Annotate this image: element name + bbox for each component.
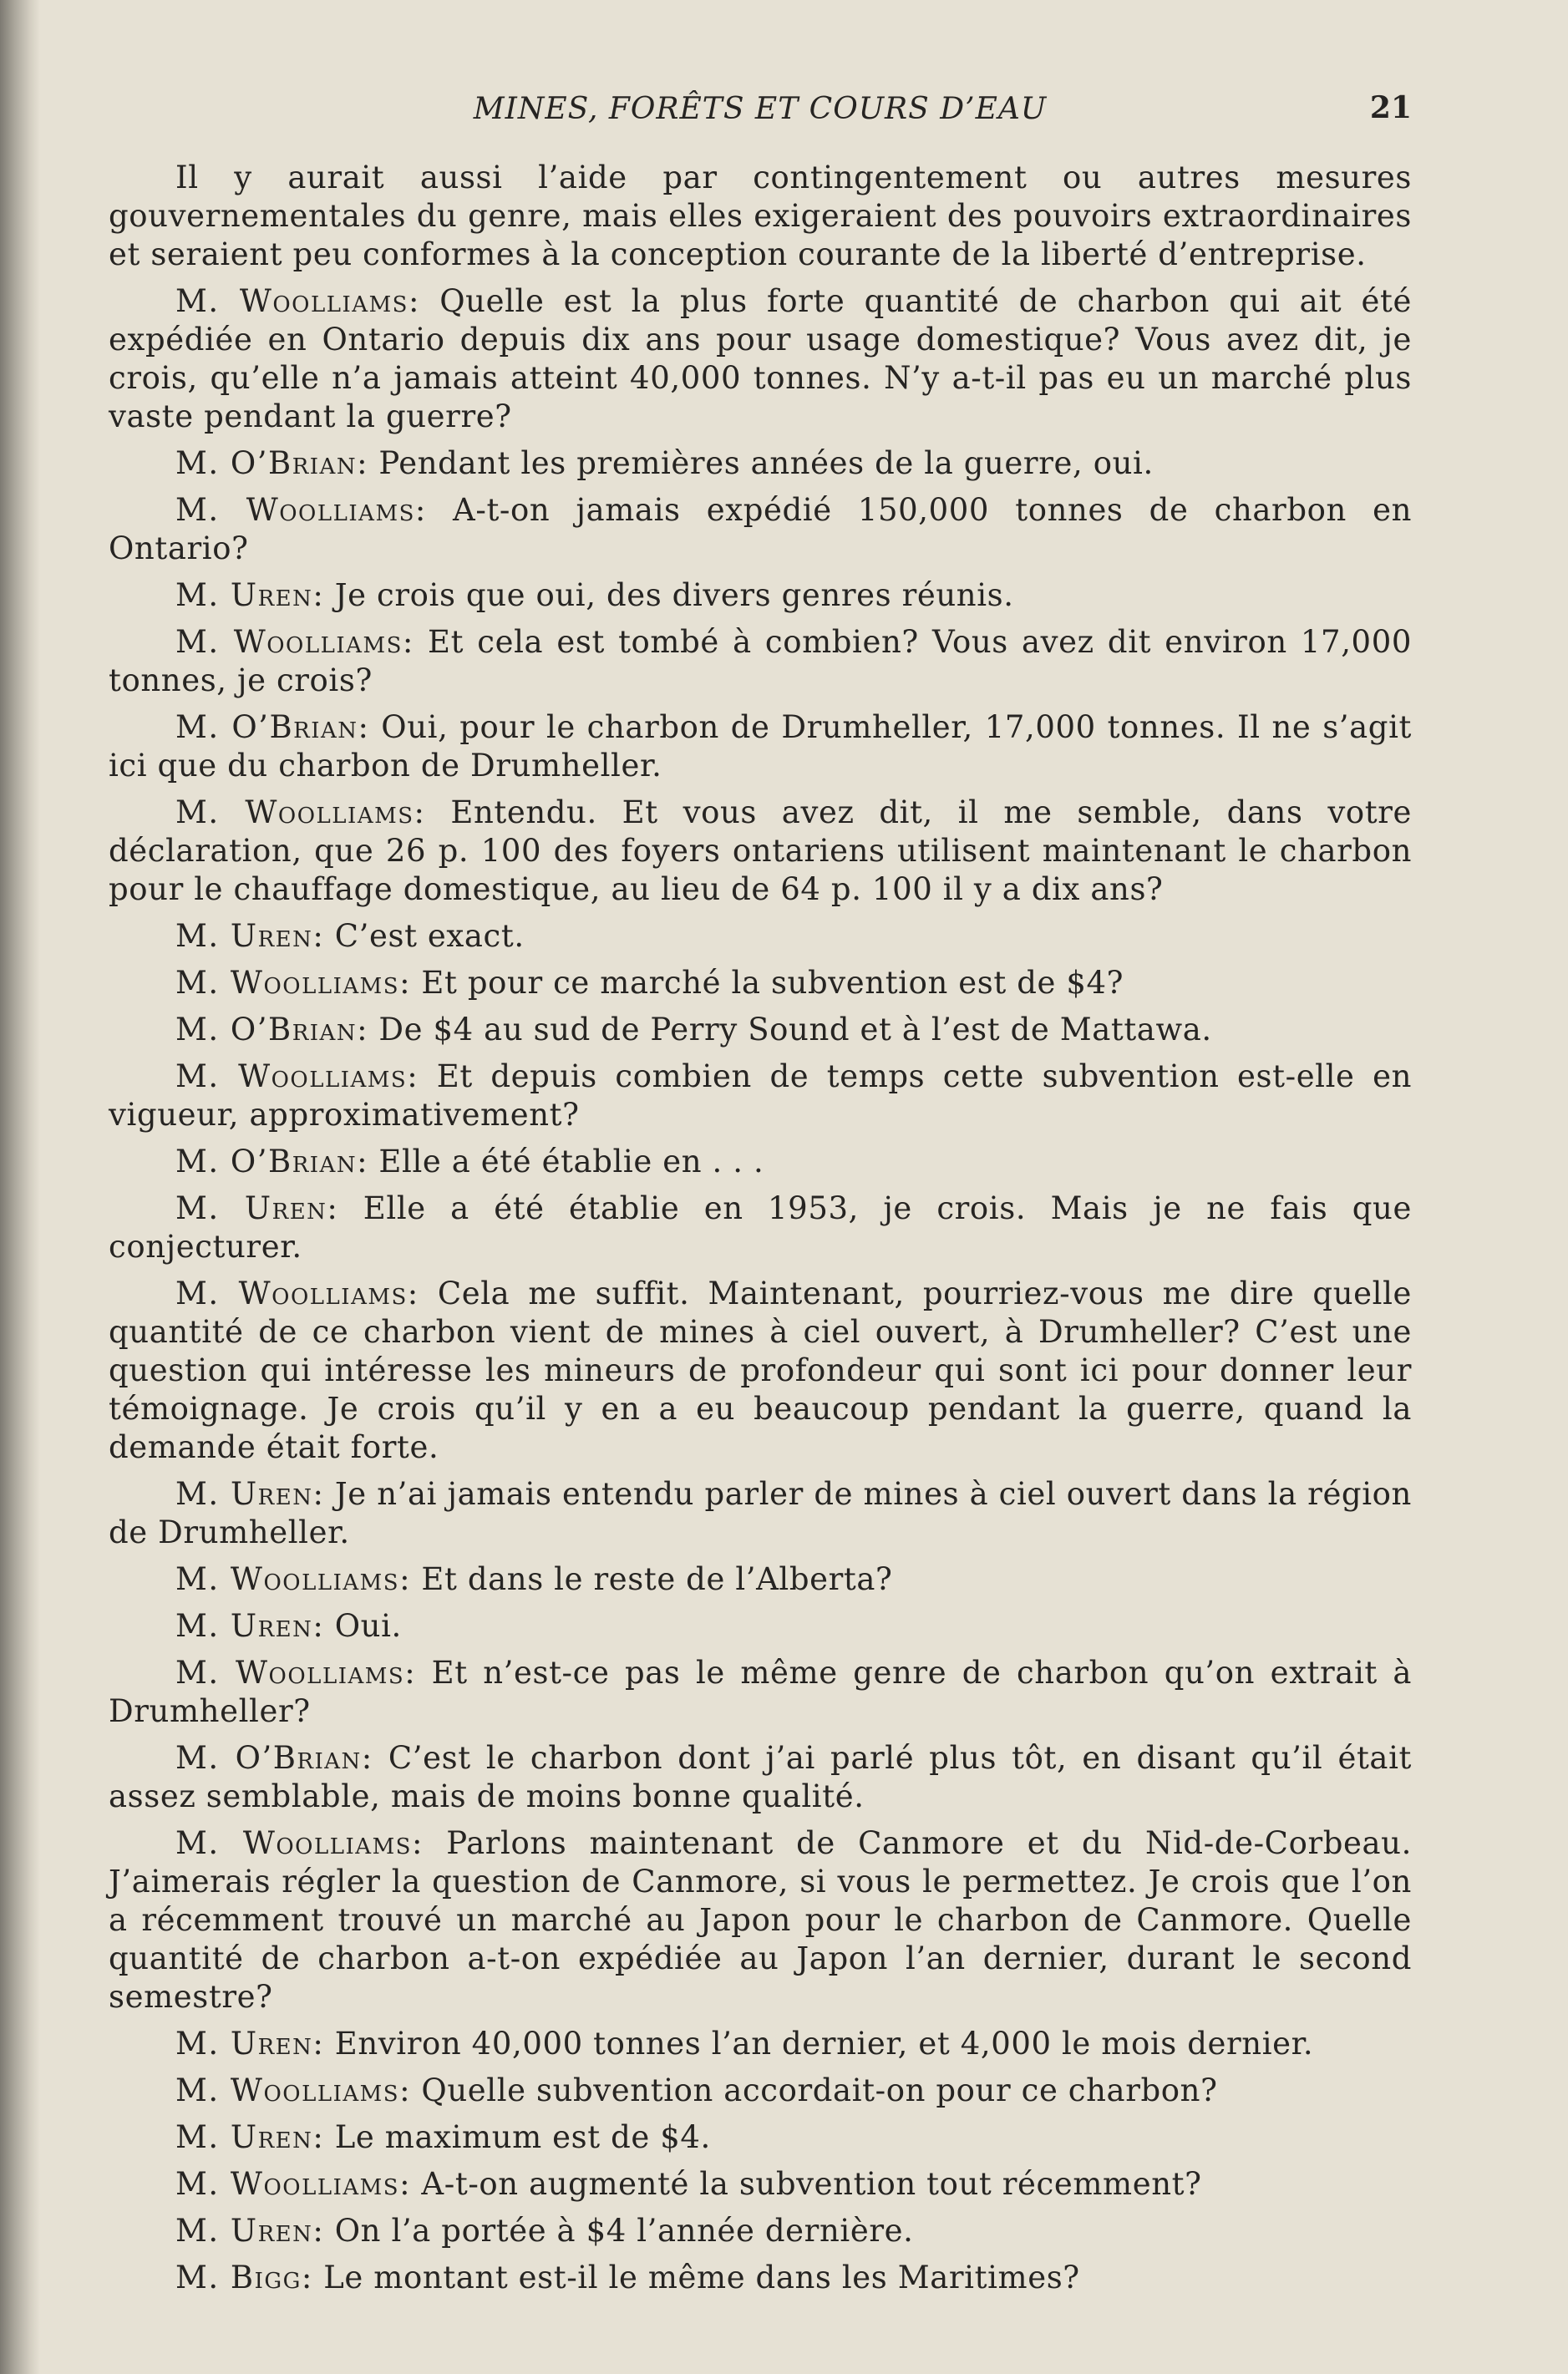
transcript-paragraph (109, 794, 1412, 909)
transcript-paragraph (109, 444, 1412, 483)
speaker-name: M. Woolliams: (175, 1058, 419, 1094)
transcript-paragraph (109, 964, 1412, 1002)
transcript-paragraph (109, 159, 1412, 274)
paragraph-text: Le maximum est de $4. (334, 2119, 711, 2155)
paragraph-text: Cela me suffit. Maintenant, pourriez-vous me dire quelle quantité de ce charbon vient de mines à ciel ouvert, à Drumheller? C’est une question qui intéresse les mineurs de profondeur qui sont ici pour donner leur témoignage. Je crois qu’il y en a eu beaucoup pendant la guerre, quand la demande était forte. (109, 1276, 1413, 1465)
speaker-name: M. Woolliams: (175, 1561, 412, 1597)
paragraph-text: Environ 40,000 tonnes l’an dernier, et 4,000 le mois dernier. (334, 2026, 1314, 2062)
transcript-paragraph (109, 1654, 1412, 1731)
paragraph-text: Oui. (334, 1608, 402, 1644)
paragraph-text: Quelle est la plus forte quantité de charbon qui ait été expédiée en Ontario depuis dix ans pour usage domestique? Vous avez dit, je crois, qu’elle n’a jamais atteint 40,000 tonnes. N’y a-t-il pas eu un marché plus vaste pendant la guerre? (109, 283, 1412, 434)
paragraph-text: Pendant les premières années de la guerre, oui. (378, 445, 1154, 481)
speaker-name: M. Woolliams: (175, 283, 420, 319)
speaker-name: M. Uren: (175, 577, 325, 613)
speaker-name: M. Uren: (175, 2213, 325, 2249)
speaker-name: M. Bigg: (175, 2260, 313, 2295)
transcript-paragraph (109, 1607, 1412, 1646)
speaker-name: M. O’Brian: (175, 709, 370, 745)
paragraph-text: C’est exact. (334, 918, 525, 954)
paragraph-text: Et dans le reste de l’Alberta? (421, 1561, 893, 1597)
paragraph-text: A-t-on augmenté la subvention tout récemment? (421, 2166, 1202, 2202)
paragraph-text: Et cela est tombé à combien? Vous avez dit environ 17,000 tonnes, je crois? (109, 624, 1412, 698)
paragraph-text: Parlons maintenant de Canmore et du Nid-de-Corbeau. J’aimerais régler la question de Canmore, si vous le permettez. Je crois que l’on a récemment trouvé un marché au Japon pour le charbon de Canmore. Quelle quantité de charbon a-t-on expédiée au Japon l’an dernier, durant le second semestre? (109, 1825, 1412, 2015)
speaker-name: M. Uren: (175, 1476, 325, 1512)
paragraph-text: Elle a été établie en 1953, je crois. Mais je ne fais que conjecturer. (109, 1190, 1412, 1265)
transcript-paragraph (109, 708, 1412, 785)
paragraph-text: Je n’ai jamais entendu parler de mines à ciel ouvert dans la région de Drumheller. (109, 1476, 1412, 1550)
paragraph-text: Et pour ce marché la subvention est de $4? (421, 965, 1124, 1001)
document-page (109, 84, 1412, 2306)
paragraph-text: Oui, pour le charbon de Drumheller, 17,000 tonnes. Il ne s’agit ici que du charbon de Drumheller. (109, 709, 1412, 784)
speaker-name: M. Uren: (175, 2026, 325, 2062)
transcript-paragraph (109, 917, 1412, 956)
paragraph-text: C’est le charbon dont j’ai parlé plus tôt, en disant qu’il était assez semblable, mais de moins bonne qualité. (109, 1740, 1412, 1814)
paragraph-text: Entendu. Et vous avez dit, il me semble, dans votre déclaration, que 26 p. 100 des foyers ontariens utilisent maintenant le charbon pour le chauffage domestique, au lieu de 64 p. 100 il y a dix ans? (109, 794, 1412, 907)
transcript-paragraph (109, 1475, 1412, 1552)
speaker-name: M. Woolliams: (175, 492, 427, 528)
paragraph-text: A-t-on jamais expédié 150,000 tonnes de charbon en Ontario? (109, 492, 1413, 566)
speaker-name: M. Woolliams: (175, 794, 426, 830)
transcript-paragraph (109, 1190, 1412, 1266)
page-binding-shadow (0, 0, 40, 2374)
speaker-name: M. Uren: (175, 1190, 339, 1226)
transcript-paragraph (109, 2025, 1412, 2063)
speaker-name: M. O’Brian: (175, 445, 369, 481)
speaker-name: M. O’Brian: (175, 1144, 369, 1179)
transcript-paragraph (109, 282, 1412, 436)
paragraph-text: On l’a portée à $4 l’année dernière. (334, 2213, 914, 2249)
paragraph-text: Elle a été établie en . . . (378, 1144, 764, 1179)
transcript-paragraph (109, 2118, 1412, 2157)
speaker-name: M. O’Brian: (175, 1012, 369, 1048)
transcript-paragraph (109, 1011, 1412, 1049)
speaker-name: M. Woolliams: (175, 1825, 424, 1861)
transcript-paragraph (109, 1275, 1412, 1467)
speaker-name: M. Uren: (175, 2119, 325, 2155)
paragraph-text: Il y aurait aussi l’aide par contingentement ou autres mesures gouvernementales du genre, mais elles exigeraient des pouvoirs extraordinaires et seraient peu conformes à la conception courante de la liberté d’entreprise. (109, 160, 1412, 272)
transcript-paragraph (109, 1560, 1412, 1599)
transcript-body (109, 159, 1412, 2297)
transcript-paragraph (109, 2259, 1412, 2297)
transcript-paragraph (109, 623, 1412, 700)
running-header (109, 84, 1412, 134)
paragraph-text: Et depuis combien de temps cette subvention est-elle en vigueur, approximativement? (109, 1058, 1412, 1133)
transcript-paragraph (109, 2165, 1412, 2204)
paragraph-text: Je crois que oui, des divers genres réunis. (334, 577, 1014, 613)
paragraph-text: Le montant est-il le même dans les Maritimes? (323, 2260, 1080, 2295)
transcript-paragraph (109, 2072, 1412, 2110)
speaker-name: M. Woolliams: (175, 2072, 412, 2108)
transcript-paragraph (109, 1739, 1412, 1816)
transcript-paragraph (109, 1058, 1412, 1134)
transcript-paragraph (109, 1824, 1412, 2016)
speaker-name: M. Woolliams: (175, 2166, 412, 2202)
speaker-name: M. Woolliams: (175, 624, 414, 660)
paragraph-text: De $4 au sud de Perry Sound et à l’est de Mattawa. (378, 1012, 1212, 1048)
transcript-paragraph (109, 491, 1412, 568)
speaker-name: M. Woolliams: (175, 1655, 417, 1691)
speaker-name: M. O’Brian: (175, 1740, 373, 1776)
speaker-name: M. Woolliams: (175, 1276, 419, 1311)
paragraph-text: Quelle subvention accordait-on pour ce charbon? (421, 2072, 1218, 2108)
transcript-paragraph (109, 576, 1412, 615)
paragraph-text: Et n’est-ce pas le même genre de charbon qu’on extrait à Drumheller? (109, 1655, 1412, 1729)
speaker-name: M. Uren: (175, 1608, 325, 1644)
page-number: 21 (1369, 90, 1412, 125)
speaker-name: M. Uren: (175, 918, 325, 954)
running-title: MINES, FORÊTS ET COURS D’EAU (473, 92, 1048, 126)
transcript-paragraph (109, 1143, 1412, 1181)
speaker-name: M. Woolliams: (175, 965, 412, 1001)
transcript-paragraph (109, 2212, 1412, 2250)
